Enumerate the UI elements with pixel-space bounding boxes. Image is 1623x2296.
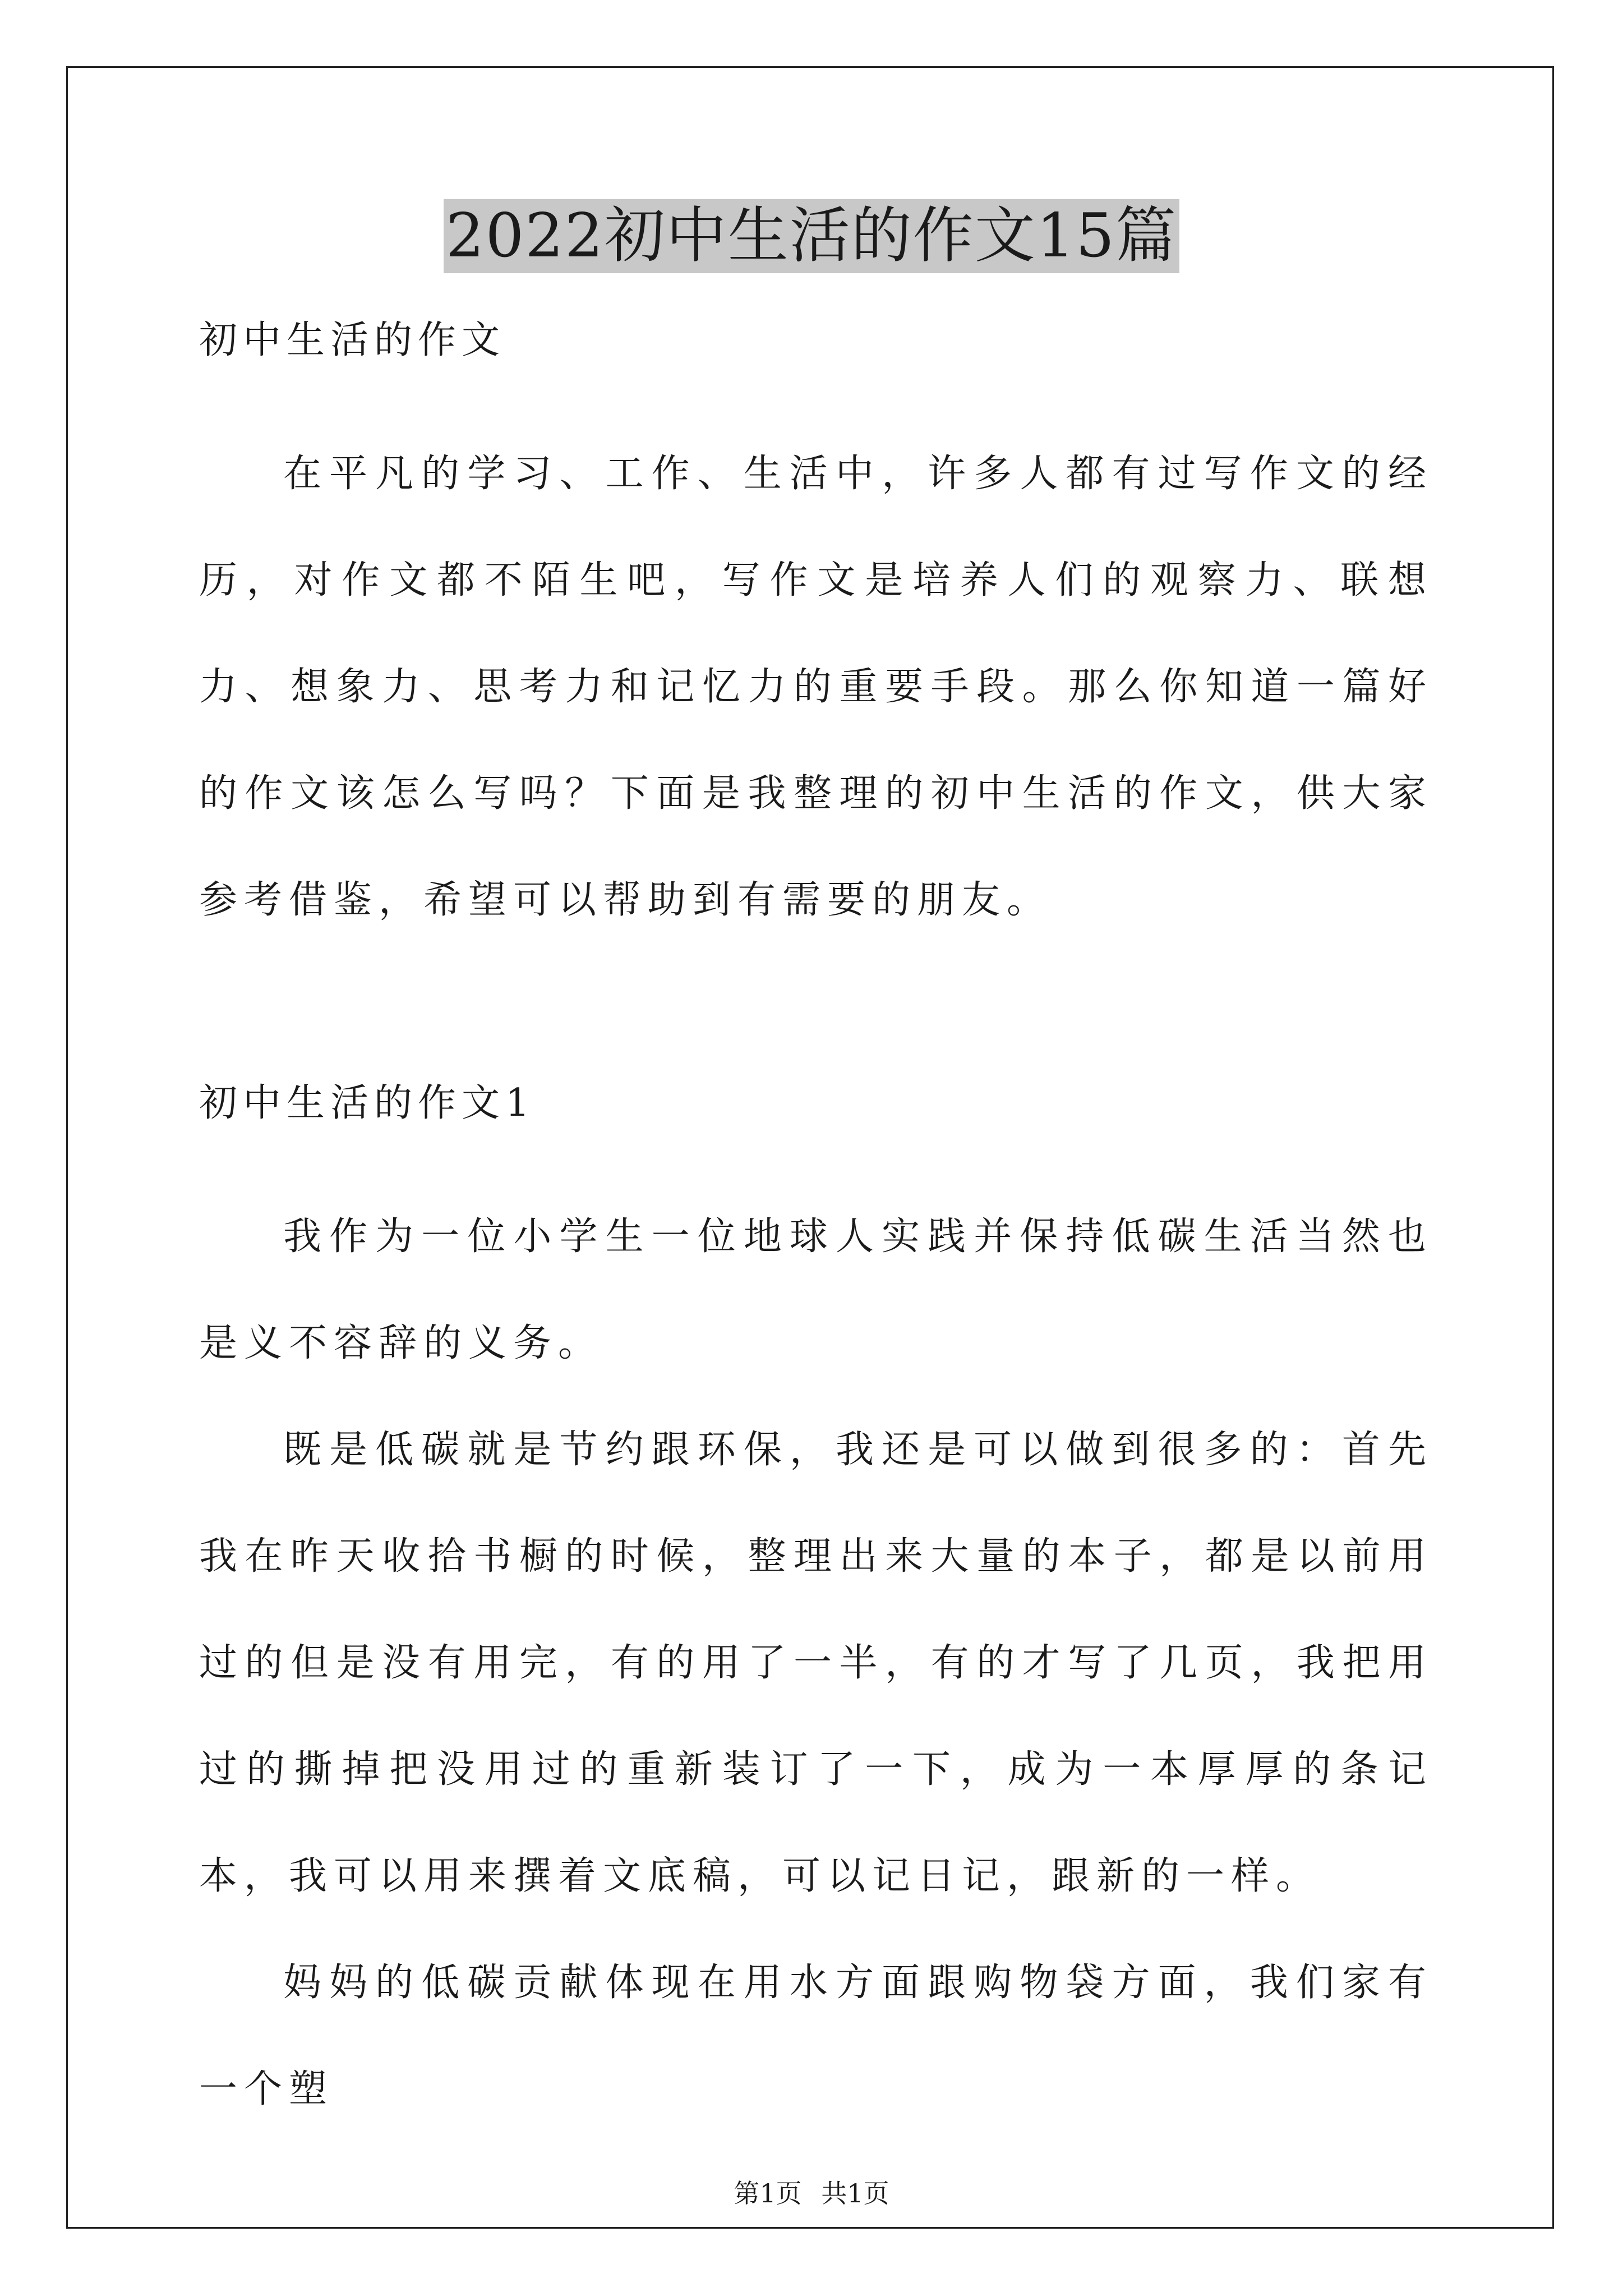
paragraph: 我作为一位小学生一位地球人实践并保持低碳生活当然也是义不容辞的义务。 [199, 1214, 1433, 1365]
title-wrap [0, 199, 1623, 273]
paragraph: 在平凡的学习、工作、生活中，许多人都有过写作文的经历，对作文都不陌生吧，写作文是培养人们的观察力、联想力、想象力、思考力和记忆力的重要手段。那么你知道一篇好的作文该怎么写吗？下面是我整理的初中生活的作文，供大家参考借鉴，希望可以帮助到有需要的朋友。 [199, 452, 1433, 922]
page-footer [0, 2177, 1623, 2210]
page-number: 第1页 [734, 2178, 802, 2208]
paragraph: 妈妈的低碳贡献体现在用水方面跟购物袋方面，我们家有一个塑 [199, 1961, 1433, 2111]
page-total: 共1页 [821, 2178, 889, 2208]
section-heading: 初中生活的作文 [199, 318, 506, 362]
document-body [199, 314, 1433, 2143]
section-heading: 初中生活的作文1 [199, 1081, 536, 1125]
document-title: 2022初中生活的作文15篇 [444, 199, 1179, 273]
paragraph: 既是低碳就是节约跟环保，我还是可以做到很多的：首先我在昨天收拾书橱的时候，整理出来大量的本子，都是以前用过的但是没有用完，有的用了一半，有的才写了几页，我把用过的撕掉把没用过的重新装订了一下，成为一本厚厚的条记本，我可以用来撰着文底稿，可以记日记，跟新的一样。 [199, 1428, 1433, 1898]
